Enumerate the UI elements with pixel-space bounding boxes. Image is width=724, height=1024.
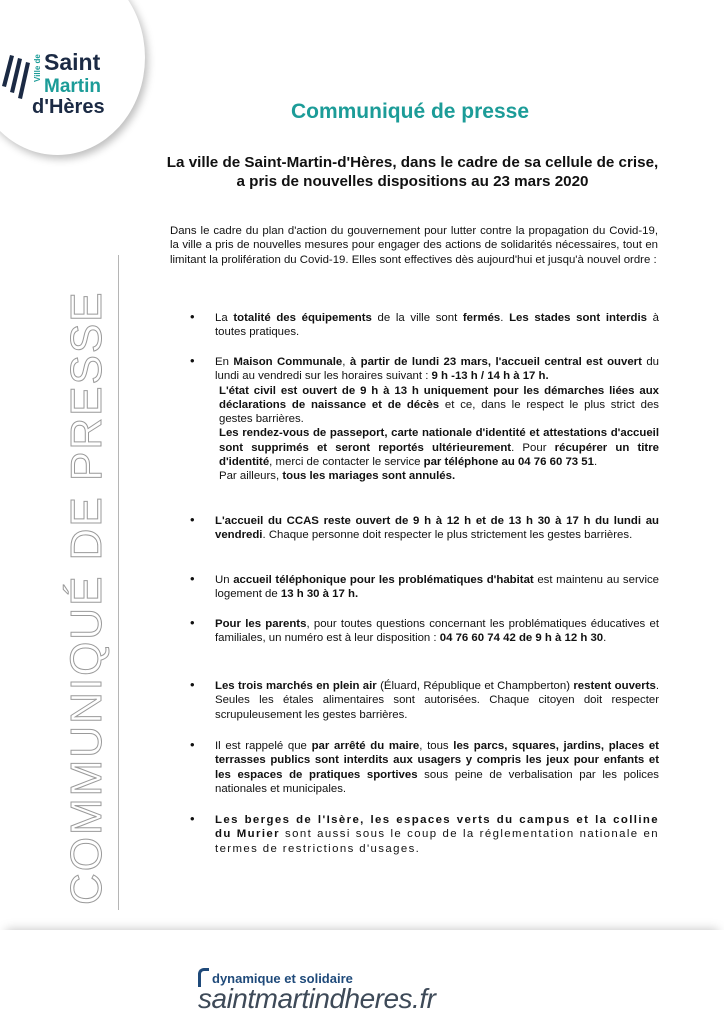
page-subtitle: La ville de Saint-Martin-d'Hères, dans le cadre de sa cellule de crise, a pris de nouvelles dispositions au 23 mars 2020	[166, 154, 659, 190]
bullet: •	[190, 353, 195, 368]
bullet: •	[190, 615, 195, 630]
bullet: •	[190, 677, 195, 692]
list-item: • En Maison Communale, à partir de lundi 23 mars, l'accueil central est ouvert du lundi au vendredi sur les horaires suivant : 9 h -13 h / 14 h à 17 h. L'état civil est ouvert de 9 h à 13 h uniquement pour les démarches liées aux déclarations de naissance et de décès et ce, dans le respect le plus strict des gestes barrières. Les rendez-vous de passeport, carte nationale d'identité et attestations d'accueil sont supprimés et seront reportés ultérieurement. Pour récupérer un titre d'identité, merci de contacter le service par téléphone au 04 76 60 73 51. Par ailleurs, tous les mariages sont annulés.	[190, 353, 660, 483]
list-item: • La totalité des équipements de la ville sont fermés. Les stades sont interdis à toutes pratiques.	[190, 309, 659, 339]
logo-line1: Saint	[44, 49, 101, 75]
bullet: •	[190, 571, 195, 586]
list-item: • Les trois marchés en plein air (Éluard, République et Champberton) restent ouverts. Seules les étales alimentaires sont autorisées. Chaque citoyen doit respecter scrupuleusement les gestes barrières.	[190, 677, 659, 721]
list-item: • Les berges de l'Isère, les espaces verts du campus et la colline du Murier sont aussi sous le coup de la réglementation nationale en termes de restrictions d'usages.	[190, 811, 659, 855]
list-item: • Pour les parents, pour toutes questions concernant les problématiques éducatives et familiales, un numéro est à leur disposition : 04 76 60 74 42 de 9 h à 12 h 30.	[190, 615, 660, 645]
logo-stripes-icon	[2, 55, 30, 99]
city-logo	[0, 0, 140, 130]
logo-ville-de: Ville de	[33, 54, 42, 82]
footer-slogan: dynamique et solidaire	[212, 971, 353, 986]
list-item: • Un accueil téléphonique pour les problématiques d'habitat est maintenu au service logement de 13 h 30 à 17 h.	[190, 571, 660, 601]
side-divider	[118, 255, 119, 910]
intro-paragraph: Dans le cadre du plan d'action du gouvernement pour lutter contre la propagation du Covid-19, la ville a pris de nouvelles mesures pour engager des actions de solidarités nécessaires, tout en limitant la prolifération du Covid-19. Elles sont effectives dès aujourd'hui et jusqu'à nouvel ordre :	[170, 225, 658, 266]
footer-url: saintmartindheres.fr	[198, 983, 436, 1014]
page-title: Communiqué de presse	[290, 100, 530, 123]
list-item: • L'accueil du CCAS reste ouvert de 9 h à 12 h et de 13 h 30 à 17 h du lundi au vendredi. Chaque personne doit respecter le plus strictement les gestes barrières.	[190, 512, 659, 542]
bullet: •	[190, 811, 195, 826]
bullet: •	[190, 309, 195, 324]
side-title: COMMUNIQUÉ DE PRESSE	[62, 290, 111, 905]
logo-line3: d'Hères	[32, 96, 105, 118]
logo-line2: Martin	[44, 76, 101, 97]
bullet: •	[190, 512, 195, 527]
list-item: • Il est rappelé que par arrêté du maire, tous les parcs, squares, jardins, places et terrasses publics sont interdits aux usagers y compris les jeux pour enfants et les espaces de pratiques sportives sous peine de verbalisation par les polices nationales et municipales.	[190, 737, 660, 795]
bullet: •	[190, 737, 195, 752]
